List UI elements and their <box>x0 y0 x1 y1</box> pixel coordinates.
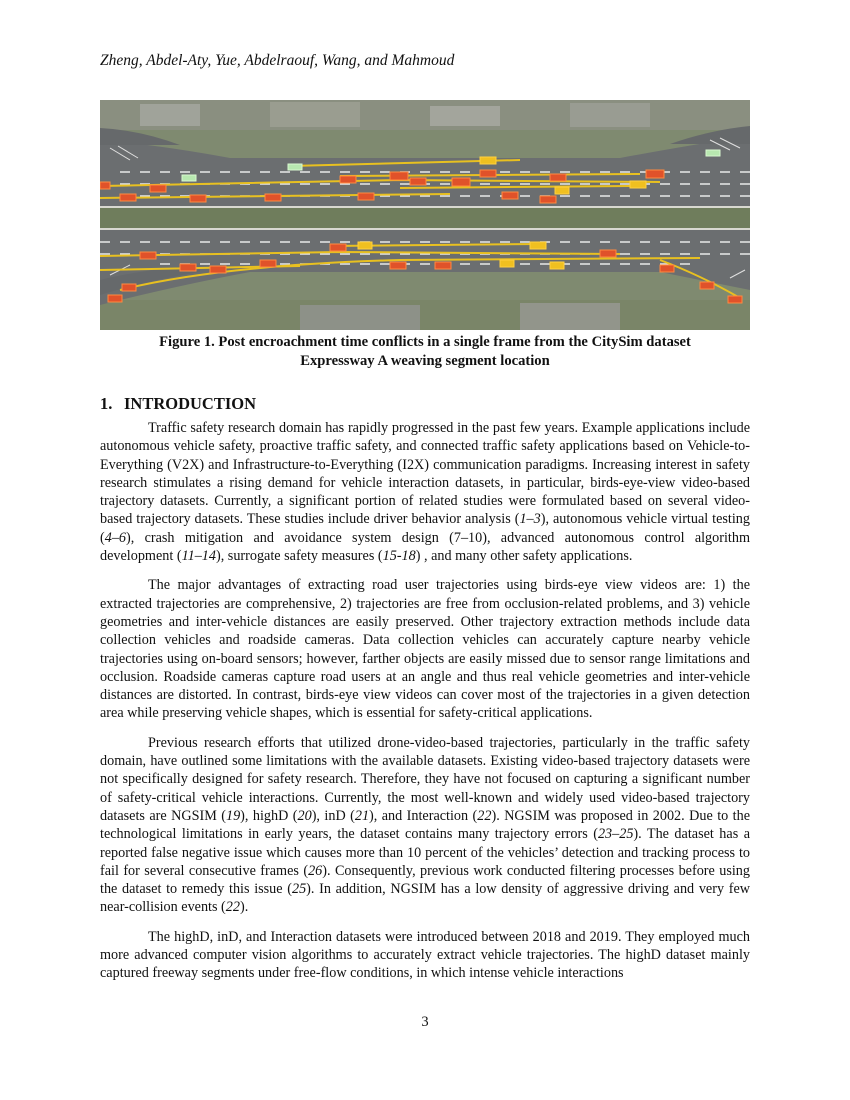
text-run: The highD, inD, and Interaction datasets were introduced between 2018 and 2019. They employed much more advanced computer vision algorithms to accurately extract vehicle trajectories. The highD dataset mainly captured freeway segments under free-flow conditions, in which intense vehicle interactions <box>100 928 750 982</box>
figure-caption-line-2: Expressway A weaving segment location <box>300 353 550 369</box>
citation-ref: 23–25 <box>597 826 634 843</box>
citation-ref: 1–3 <box>519 511 541 528</box>
text-run: ), highD ( <box>240 807 298 824</box>
text-run: ). In addition, NGSIM has a low density of aggressive driving and very few near-collision events ( <box>100 881 750 916</box>
text-run: The major advantages of extracting road user trajectories using birds-eye view videos are: 1) the extracted trajectories are comprehensive, 2) trajectories are free from occlusion-related problems, and 3) vehicle geometries and inter-vehicle distances are easily preserved. Other trajectory extraction methods include data collection vehicles and roadside cameras. Data collection vehicles can accurately capture nearby vehicle trajectories using on-board sensors; however, farther objects are easily missed due to sensor range limitations and occlusion. Roadside cameras capture road users at an angle and thus real vehicle geometries and inter-vehicle distances are distorted. In contrast, birds-eye view videos can cover most of the trajectories in a given detection area while preserving vehicle shapes, which is essential for safety-critical applications. <box>100 577 750 722</box>
text-run: ). The dataset has a reported false negative issue which causes more than 10 percent of the vehicles’ detection and tracking process to fail for several consecutive frames ( <box>100 826 750 879</box>
citation-ref: 21 <box>354 807 370 824</box>
text-run: Previous research efforts that utilized drone-video-based trajectories, particularly in the traffic safety domain, have outlined some limitations with the available datasets. Existing video-based trajectory datasets were not specifically designed for safety research. Therefore, they have not focused on capturing a significant number of safety-critical vehicle interactions. Currently, the most well-known and widely used video-based trajectory datasets are NGSIM ( <box>100 734 750 824</box>
paragraph-4 <box>100 928 750 983</box>
running-head-authors: Zheng, Abdel-Aty, Yue, Abdelraouf, Wang, and Mahmoud <box>100 52 455 69</box>
text-run: ), autonomous vehicle virtual testing ( <box>100 511 750 546</box>
citation-ref: 22 <box>477 807 492 824</box>
citation-ref: 15-18 <box>382 548 416 565</box>
citation-ref: 4–6 <box>104 529 127 546</box>
body-text <box>100 419 750 994</box>
text-run: ). NGSIM was proposed in 2002. Due to the technological limitations in early years, the dataset contains many trajectory errors ( <box>100 807 751 843</box>
page-number: 3 <box>421 1014 429 1030</box>
text-run: ), crash mitigation and avoidance system design (7–10), advanced autonomous control algorithm development ( <box>100 529 750 565</box>
citation-ref: 22 <box>225 899 240 916</box>
section-heading <box>100 394 256 414</box>
section-number: 1. <box>100 394 113 413</box>
text-run: ). <box>239 899 249 916</box>
figure-caption-line-1: Figure 1. Post encroachment time conflicts in a single frame from the CitySim dataset <box>159 334 691 350</box>
paragraph-3 <box>100 734 750 917</box>
citation-ref: 19 <box>225 807 241 824</box>
citation-ref: 20 <box>297 807 312 824</box>
citation-ref: 25 <box>291 881 307 898</box>
paragraph-2 <box>100 576 750 722</box>
figure-caption <box>100 333 750 371</box>
citation-ref: 11–14 <box>181 548 216 565</box>
text-run: ). Consequently, previous work conducted filtering processes before using the dataset to remedy this issue ( <box>100 862 750 898</box>
text-run: ) , and many other safety applications. <box>415 548 633 565</box>
text-run: ), and Interaction ( <box>369 807 478 824</box>
figure-aerial-image <box>100 100 750 330</box>
text-run: Traffic safety research domain has rapidly progressed in the past few years. Example applications include autonomous vehicle safety, proactive traffic safety, and connected traffic safety applications based on Vehicle-to-Everything (V2X) and Infrastructure-to-Everything (I2X) communication paradigms. Increasing interest in safety research stimulates a rising demand for vehicle interaction datasets, in particular, birds-eye-view video-based trajectory datasets. Currently, a significant portion of related studies were formulated based on several video-based trajectory datasets. These studies include driver behavior analysis ( <box>100 420 750 528</box>
text-run: ), surrogate safety measures ( <box>215 548 383 565</box>
aerial-road-image <box>100 100 750 330</box>
citation-ref: 26 <box>308 862 323 879</box>
section-title: INTRODUCTION <box>124 394 257 413</box>
text-run: ), inD ( <box>311 807 355 824</box>
paragraph-1 <box>100 419 750 565</box>
